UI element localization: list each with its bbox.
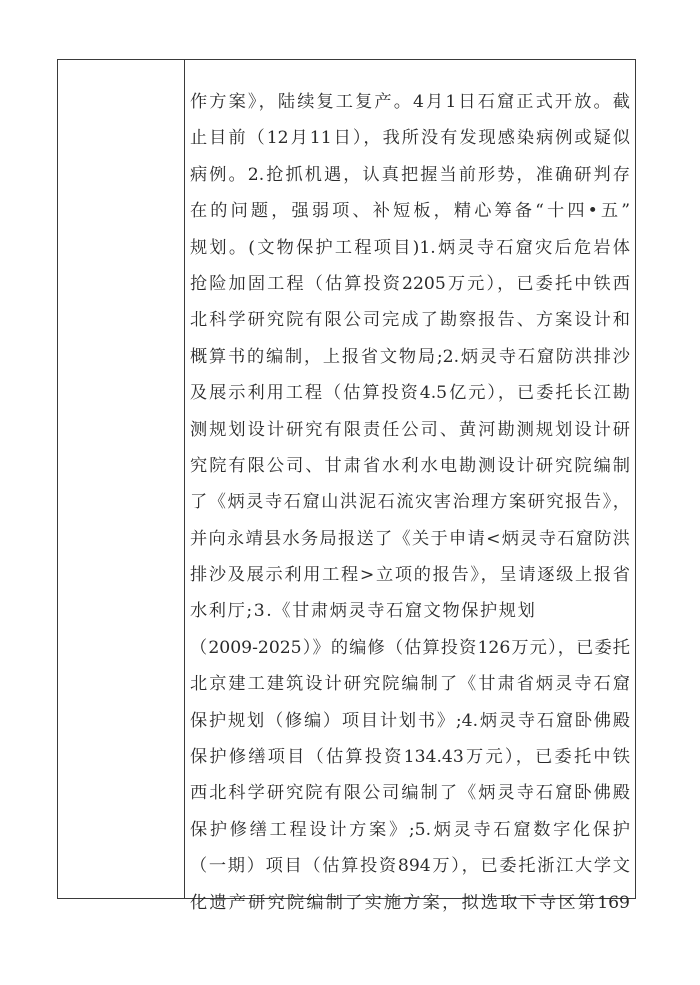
text-line: （2009-2025）》的编修（估算投资126万元），已委托 [190, 637, 630, 658]
left-label-cell [58, 60, 183, 898]
text-line: 病例。2.抢抓机遇，认真把握当前形势，准确研判存 [190, 164, 630, 185]
text-line: 排沙及展示利用工程>立项的报告》，呈请逐级上报省 [190, 565, 630, 586]
document-body [190, 84, 630, 921]
text-line: 在的问题，强弱项、补短板，精心筹备“十四•五” [190, 201, 630, 222]
text-line: 概算书的编制，上报省文物局;2.炳灵寺石窟防洪排沙 [190, 346, 630, 367]
text-line: 保护修缮工程设计方案》;5.炳灵寺石窟数字化保护 [190, 819, 630, 840]
text-line: 北京建工建筑设计研究院编制了《甘肃省炳灵寺石窟 [190, 674, 630, 695]
text-line: 规划。(文物保护工程项目)1.炳灵寺石窟灾后危岩体 [190, 237, 630, 258]
text-line: 抢险加固工程（估算投资2205万元），已委托中铁西 [190, 273, 630, 294]
text-line: 了《炳灵寺石窟山洪泥石流灾害治理方案研究报告》， [190, 492, 630, 513]
text-line: 水利厅;3.《甘肃炳灵寺石窟文物保护规划 [190, 601, 537, 622]
text-line: （一期）项目（估算投资894万），已委托浙江大学文 [190, 856, 630, 877]
text-line: 究院有限公司、甘肃省水利水电勘测设计研究院编制 [190, 455, 630, 476]
text-line: 测规划设计研究有限责任公司、黄河勘测规划设计研 [190, 419, 630, 440]
text-line: 保护修缮项目（估算投资134.43万元），已委托中铁 [190, 747, 630, 768]
text-line: 并向永靖县水务局报送了《关于申请<炳灵寺石窟防洪 [190, 528, 630, 549]
text-line: 西北科学研究院有限公司编制了《炳灵寺石窟卧佛殿 [190, 783, 630, 804]
text-line: 作方案》，陆续复工复产。4月1日石窟正式开放。截 [190, 92, 630, 112]
text-line: 及展示利用工程（估算投资4.5亿元），已委托长江勘 [190, 383, 630, 404]
text-line: 止目前（12月11日），我所没有发现感染病例或疑似 [190, 128, 630, 149]
text-line: 保护规划（修编）项目计划书》;4.炳灵寺石窟卧佛殿 [190, 710, 630, 731]
column-divider [184, 59, 185, 899]
text-line: 北科学研究院有限公司完成了勘察报告、方案设计和 [190, 310, 630, 331]
text-line: 化遗产研究院编制了实施方案，拟选取下寺区第169 [190, 892, 630, 913]
